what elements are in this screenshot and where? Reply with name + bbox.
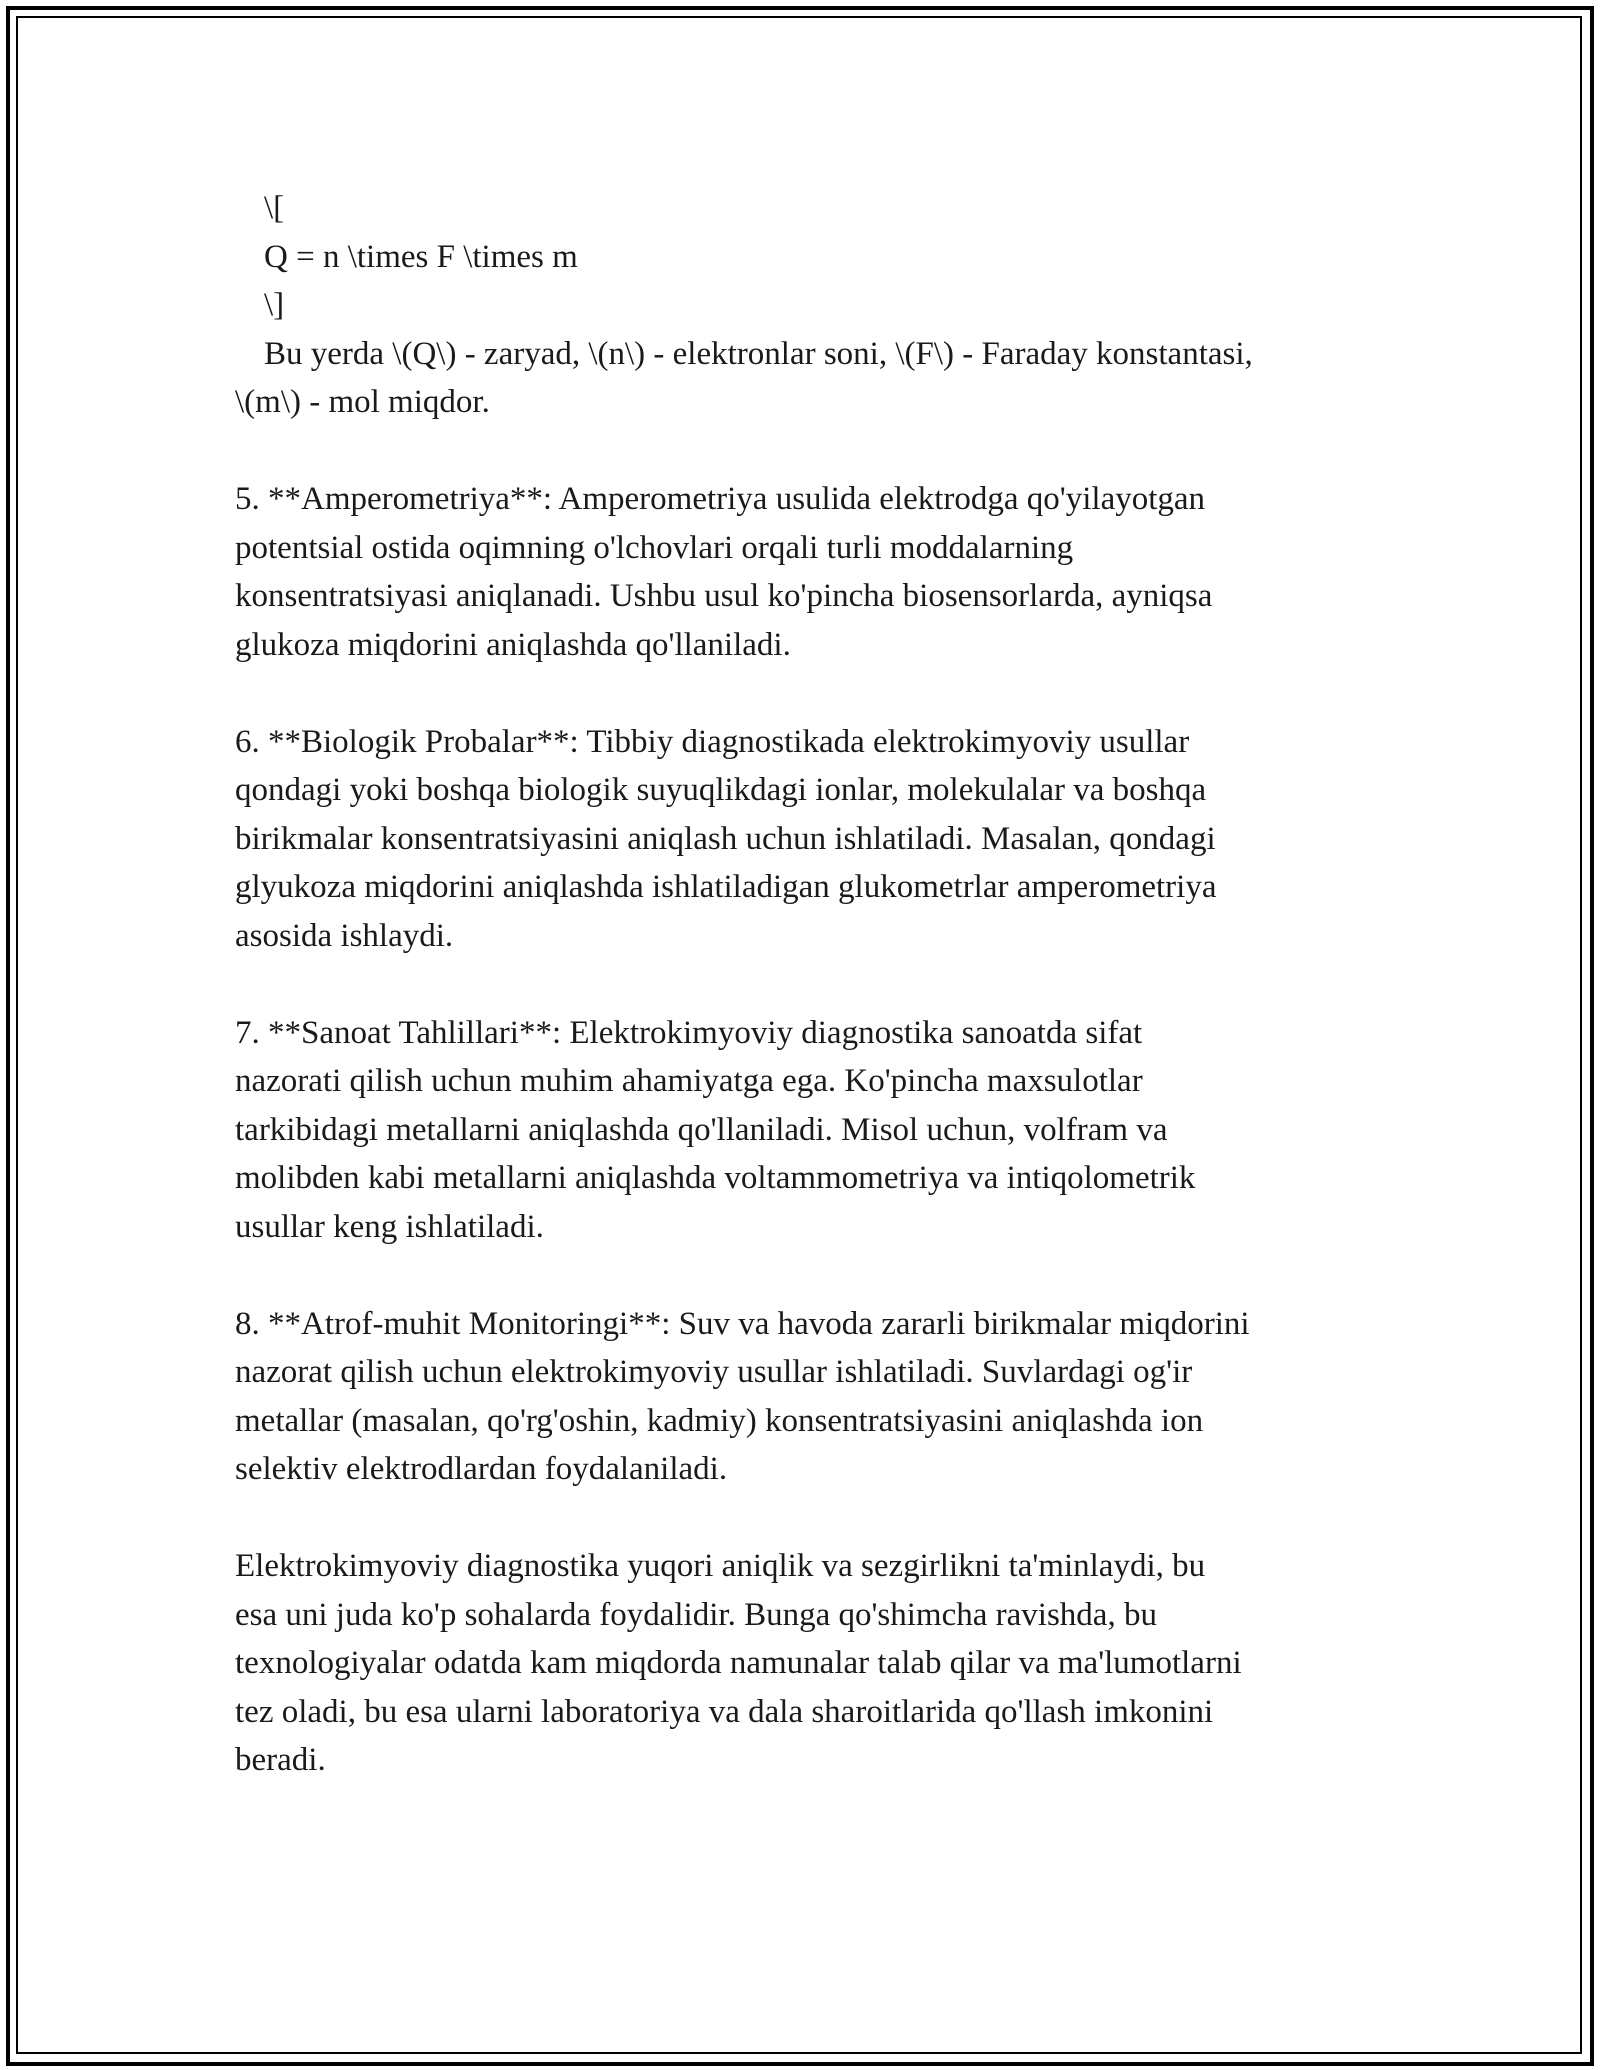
- paragraph-line: esa uni juda ko'p sohalarda foydalidir. Bunga qo'shimcha ravishda, bu: [235, 1596, 1157, 1633]
- paragraph-line: 7. **Sanoat Tahlillari**: Elektrokimyoviy diagnostika sanoatda sifat: [235, 1014, 1143, 1051]
- paragraph-line: beradi.: [235, 1742, 326, 1778]
- formula-explanation: Bu yerda \(Q\) - zaryad, \(n\) - elektronlar soni, \(F\) - Faraday konstantasi,: [264, 335, 1253, 372]
- paragraph-line: usullar keng ishlatiladi.: [235, 1208, 544, 1245]
- paragraph-conclusion: [235, 1542, 1385, 1785]
- paragraph-line: potentsial ostida oqimning o'lchovlari orqali turli moddalarning: [235, 529, 1074, 566]
- formula-block: [235, 184, 1385, 427]
- paragraph-line: konsentratsiyasi aniqlanadi. Ushbu usul ko'pincha biosensorlarda, ayniqsa: [235, 578, 1213, 614]
- paragraph-line: 8. **Atrof-muhit Monitoringi**: Suv va havoda zararli birikmalar miqdorini: [235, 1305, 1250, 1342]
- paragraph-line: Elektrokimyoviy diagnostika yuqori aniqlik va sezgirlikni ta'minlaydi, bu: [235, 1548, 1206, 1584]
- formula-expression: Q = n \times F \times m: [264, 238, 578, 275]
- paragraph-line: tez oladi, bu esa ularni laboratoriya va dala sharoitlarida qo'llash imkonini: [235, 1693, 1214, 1730]
- paragraph-line: texnologiyalar odatda kam miqdorda namunalar talab qilar va ma'lumotlarni: [235, 1645, 1242, 1681]
- paragraph-line: nazorati qilish uchun muhim ahamiyatga ega. Ko'pincha maxsulotlar: [235, 1063, 1143, 1099]
- formula-explanation-continued: \(m\) - mol miqdor.: [235, 384, 490, 420]
- formula-close: \]: [264, 287, 285, 323]
- paragraph-line: nazorat qilish uchun elektrokimyoviy usullar ishlatiladi. Suvlardagi og'ir: [235, 1354, 1193, 1390]
- paragraph-line: 6. **Biologik Probalar**: Tibbiy diagnostikada elektrokimyoviy usullar: [235, 723, 1190, 760]
- formula-open: \[: [264, 190, 285, 226]
- paragraph-line: glyukoza miqdorini aniqlashda ishlatiladigan glukometrlar amperometriya: [235, 869, 1217, 905]
- paragraph-sanoat-tahlillari: [235, 1009, 1385, 1252]
- paragraph-line: metallar (masalan, qo'rg'oshin, kadmiy) konsentratsiyasini aniqlashda ion: [235, 1402, 1204, 1439]
- paragraph-line: birikmalar konsentratsiyasini aniqlash uchun ishlatiladi. Masalan, qondagi: [235, 820, 1216, 857]
- paragraph-line: glukoza miqdorini aniqlashda qo'llaniladi.: [235, 626, 791, 663]
- paragraph-line: asosida ishlaydi.: [235, 917, 454, 954]
- paragraph-line: tarkibidagi metallarni aniqlashda qo'llaniladi. Misol uchun, volfram va: [235, 1111, 1168, 1148]
- paragraph-amperometriya: [235, 475, 1385, 669]
- paragraph-line: selektiv elektrodlardan foydalaniladi.: [235, 1451, 728, 1487]
- document-body: [235, 184, 1385, 1833]
- paragraph-line: molibden kabi metallarni aniqlashda voltammometriya va intiqolometrik: [235, 1160, 1196, 1196]
- paragraph-atrof-muhit: [235, 1300, 1385, 1494]
- paragraph-line: 5. **Amperometriya**: Amperometriya usulida elektrodga qo'yilayotgan: [235, 481, 1206, 517]
- paragraph-biologik-probalar: [235, 718, 1385, 961]
- paragraph-line: qondagi yoki boshqa biologik suyuqlikdagi ionlar, molekulalar va boshqa: [235, 772, 1207, 808]
